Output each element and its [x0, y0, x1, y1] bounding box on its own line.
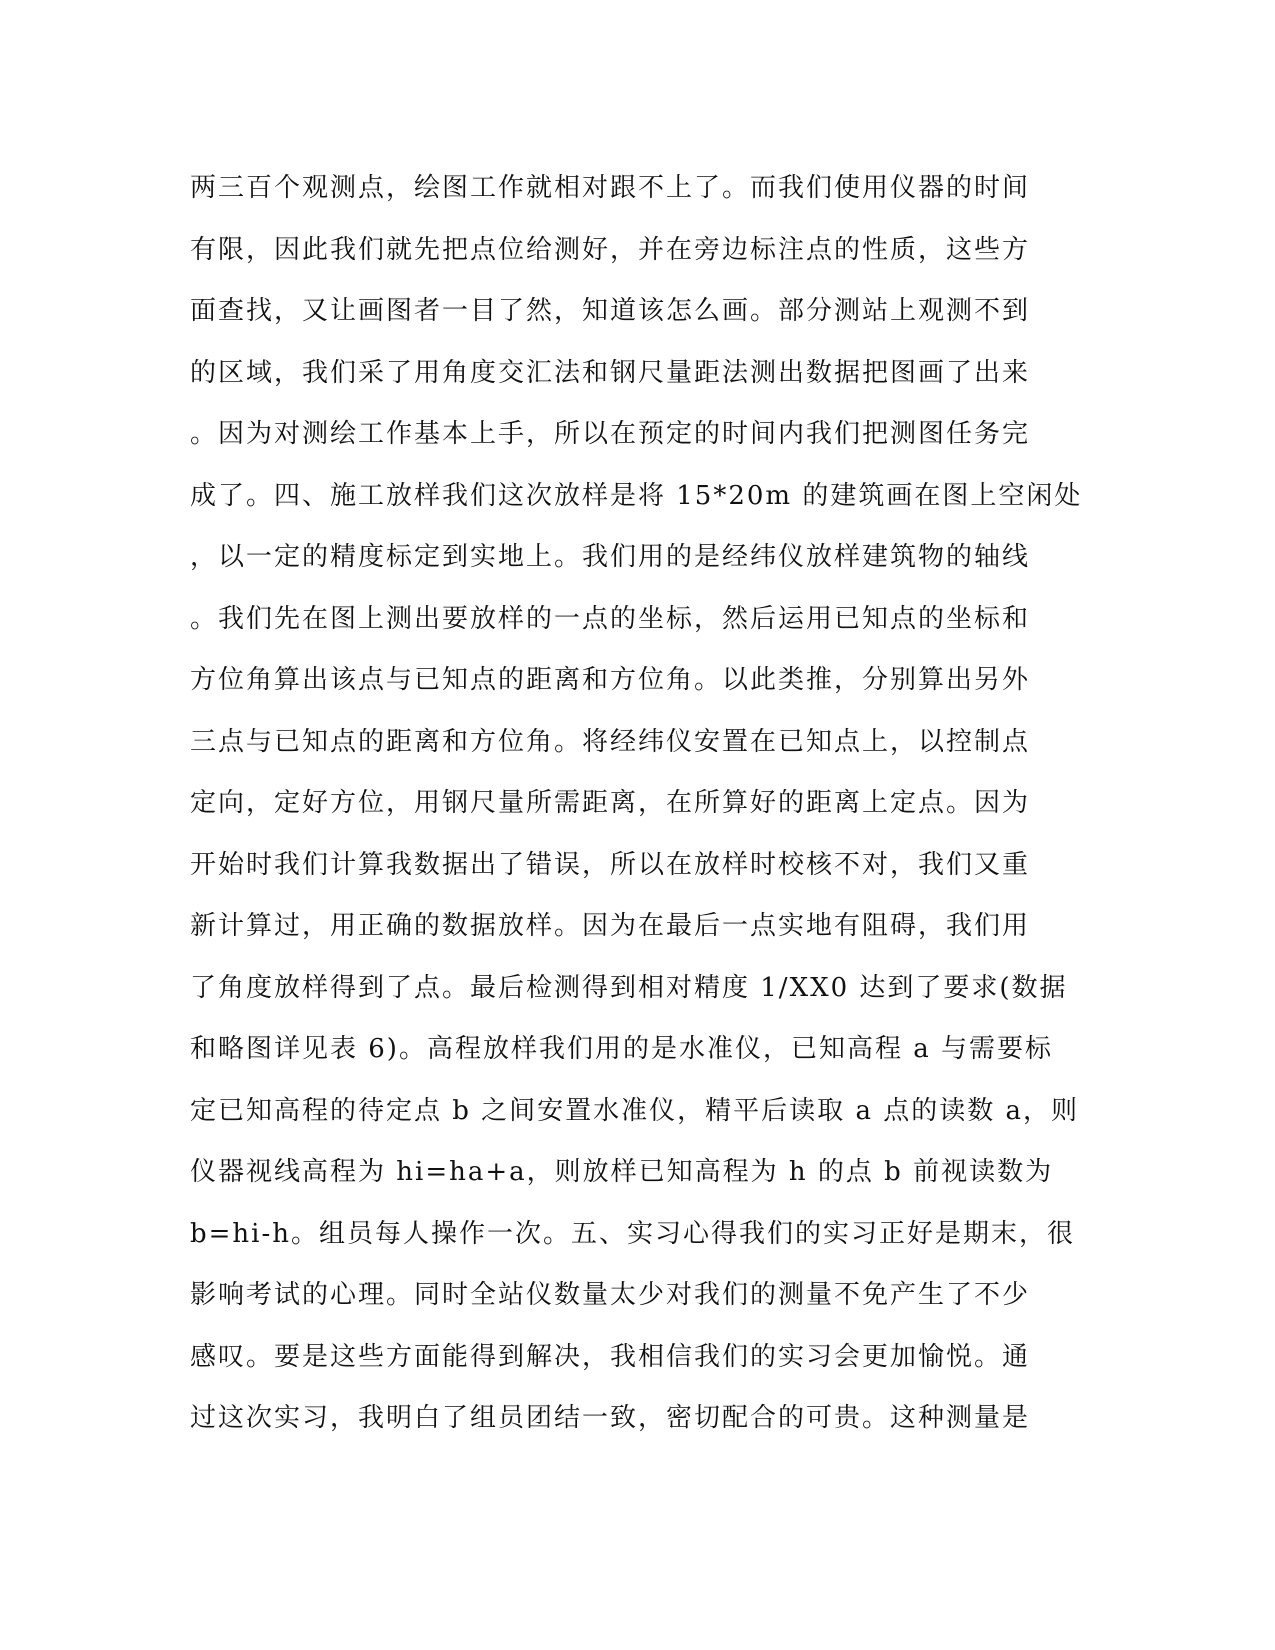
text-line: 新计算过，用正确的数据放样。因为在最后一点实地有阻碍，我们用 [190, 911, 1031, 941]
text-line: 仪器视线高程为 hi=ha+a，则放样已知高程为 h 的点 b 前视读数为 [190, 1157, 1054, 1187]
text-line: ，以一定的精度标定到实地上。我们用的是经纬仪放样建筑物的轴线 [190, 542, 1031, 572]
text-line: 方位角算出该点与已知点的距离和方位角。以此类推，分别算出另外 [190, 665, 1031, 695]
text-line: 三点与已知点的距离和方位角。将经纬仪安置在已知点上，以控制点 [190, 726, 1031, 757]
text-line: 定向，定好方位，用钢尺量所需距离，在所算好的距离上定点。因为 [190, 788, 1031, 818]
text-line: 面查找，又让画图者一目了然，知道该怎么画。部分测站上观测不到 [190, 296, 1031, 326]
text-line: 定已知高程的待定点 b 之间安置水准仪，精平后读取 a 点的读数 a，则 [190, 1095, 1079, 1126]
text-line: 感叹。要是这些方面能得到解决，我相信我们的实习会更加愉悦。通 [190, 1341, 1031, 1372]
text-line: 和略图详见表 6)。高程放样我们用的是水准仪，已知高程 a 与需要标 [190, 1034, 1053, 1064]
text-line: 的区域，我们采了用角度交汇法和钢尺量距法测出数据把图画了出来 [190, 357, 1031, 388]
text-line: 有限，因此我们就先把点位给测好，并在旁边标注点的性质，这些方 [190, 234, 1031, 265]
text-line: 两三百个观测点，绘图工作就相对跟不上了。而我们使用仪器的时间 [190, 173, 1031, 203]
text-line: 影响考试的心理。同时全站仪数量太少对我们的测量不免产生了不少 [190, 1280, 1031, 1310]
text-line: 。因为对测绘工作基本上手，所以在预定的时间内我们把测图任务完 [190, 419, 1031, 449]
body-text [190, 166, 1090, 1458]
text-line: 成了。四、施工放样我们这次放样是将 15*20m 的建筑画在图上空闲处 [190, 480, 1083, 511]
text-line: 。我们先在图上测出要放样的一点的坐标，然后运用已知点的坐标和 [190, 603, 1031, 634]
text-line: 开始时我们计算我数据出了错误，所以在放样时校核不对，我们又重 [190, 849, 1031, 880]
text-line: 了角度放样得到了点。最后检测得到相对精度 1/XX0 达到了要求(数据 [190, 972, 1068, 1003]
text-line: 过这次实习，我明白了组员团结一致，密切配合的可贵。这种测量是 [190, 1403, 1031, 1433]
text-line: b=hi-h。组员每人操作一次。五、实习心得我们的实习正好是期末，很 [190, 1218, 1076, 1249]
